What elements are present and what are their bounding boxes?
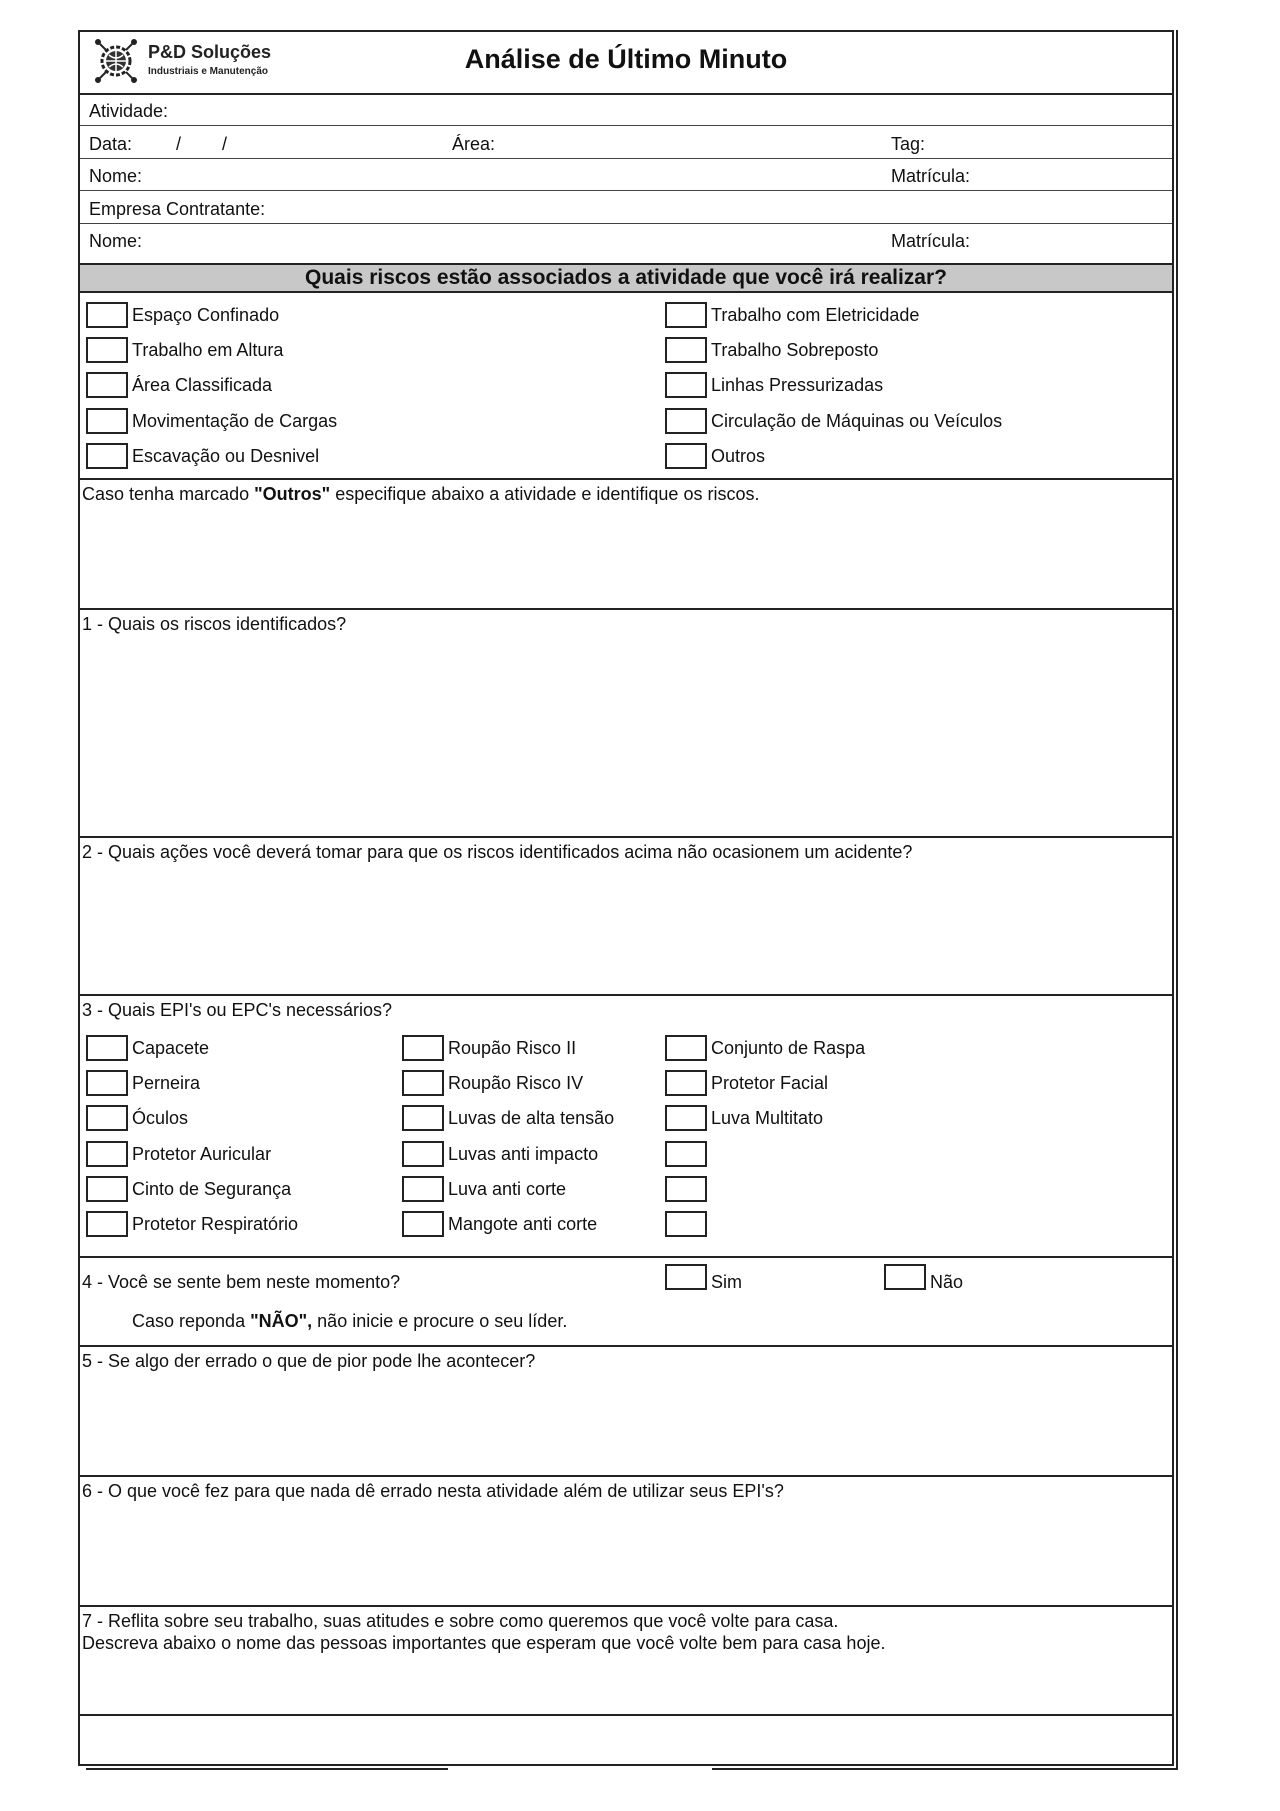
epi-label: Óculos	[132, 1108, 189, 1128]
field-nome-1[interactable]: Nome:	[89, 166, 143, 186]
answer-7-area[interactable]	[80, 1658, 1172, 1712]
risk-label: Movimentação de Cargas	[132, 411, 338, 431]
checkbox[interactable]	[86, 1211, 128, 1237]
question-4: 4 - Você se sente bem neste momento?	[82, 1272, 401, 1292]
logo-name: P&D Soluções	[148, 42, 272, 62]
risk-label: Trabalho com Eletricidade	[711, 305, 920, 325]
epi-label: Mangote anti corte	[448, 1214, 598, 1234]
epi-label: Roupão Risco II	[448, 1038, 577, 1058]
question-6: 6 - O que você fez para que nada dê errado nesta atividade além de utilizar seus EPI's?	[82, 1481, 784, 1501]
checkbox[interactable]	[665, 1105, 707, 1131]
checkbox[interactable]	[86, 372, 128, 398]
field-tag[interactable]: Tag:	[891, 134, 926, 154]
risk-label: Escavação ou Desnivel	[132, 446, 320, 466]
signature-line[interactable]	[712, 1768, 1178, 1770]
checkbox[interactable]	[86, 1141, 128, 1167]
checkbox[interactable]	[402, 1035, 444, 1061]
checkbox[interactable]	[86, 408, 128, 434]
risk-label: Trabalho em Altura	[132, 340, 284, 360]
logo-subtitle: Industriais e Manutenção	[148, 66, 269, 77]
epi-label: Luvas anti impacto	[448, 1144, 599, 1164]
checkbox[interactable]	[665, 1211, 707, 1237]
date-separator: /	[222, 134, 228, 154]
field-matricula-2[interactable]: Matrícula:	[891, 231, 971, 251]
option-label: Não	[930, 1272, 964, 1292]
question-3: 3 - Quais EPI's ou EPC's necessários?	[82, 1000, 393, 1020]
checkbox[interactable]	[402, 1176, 444, 1202]
epi-label: Cinto de Segurança	[132, 1179, 292, 1199]
checkbox[interactable]	[402, 1070, 444, 1096]
question-5: 5 - Se algo der errado o que de pior pode lhe acontecer?	[82, 1351, 536, 1371]
checkbox[interactable]	[665, 372, 707, 398]
checkbox[interactable]	[665, 1035, 707, 1061]
checkbox[interactable]	[402, 1141, 444, 1167]
checkbox[interactable]	[665, 1264, 707, 1290]
epi-label: Conjunto de Raspa	[711, 1038, 866, 1058]
checkbox[interactable]	[665, 443, 707, 469]
checkbox[interactable]	[665, 1176, 707, 1202]
risk-label: Circulação de Máquinas ou Veículos	[711, 411, 1003, 431]
field-empresa[interactable]: Empresa Contratante:	[89, 199, 266, 219]
checkbox[interactable]	[665, 408, 707, 434]
checkbox[interactable]	[86, 1070, 128, 1096]
checkbox[interactable]	[665, 302, 707, 328]
epi-label: Luvas de alta tensão	[448, 1108, 615, 1128]
epi-label: Perneira	[132, 1073, 201, 1093]
outros-answer-area[interactable]	[80, 510, 1172, 606]
date-separator: /	[176, 134, 182, 154]
analysis-form	[78, 30, 1174, 1766]
checkbox[interactable]	[884, 1264, 926, 1290]
field-data[interactable]: Data:	[89, 134, 133, 154]
checkbox[interactable]	[86, 1035, 128, 1061]
epi-label: Protetor Facial	[711, 1073, 829, 1093]
epi-label: Protetor Respiratório	[132, 1214, 299, 1234]
risk-label: Outros	[711, 446, 766, 466]
option-label: Sim	[711, 1272, 742, 1292]
epi-label: Luva anti corte	[448, 1179, 567, 1199]
risk-label: Linhas Pressurizadas	[711, 375, 884, 395]
epi-label: Roupão Risco IV	[448, 1073, 584, 1093]
question-7-line2: Descreva abaixo o nome das pessoas importantes que esperam que você volte bem para casa hoje.	[82, 1633, 886, 1653]
answer-5-area[interactable]	[80, 1377, 1172, 1473]
answer-6-area[interactable]	[80, 1507, 1172, 1603]
checkbox[interactable]	[86, 1105, 128, 1131]
checkbox[interactable]	[86, 337, 128, 363]
page-title: Análise de Último Minuto	[464, 44, 788, 74]
risk-label: Espaço Confinado	[132, 305, 280, 325]
risk-label: Área Classificada	[132, 375, 273, 395]
checkbox[interactable]	[665, 1141, 707, 1167]
epi-label: Capacete	[132, 1038, 210, 1058]
q4-note: Caso reponda "NÃO", não inicie e procure o seu líder.	[132, 1311, 568, 1331]
question-7-line1: 7 - Reflita sobre seu trabalho, suas atitudes e sobre como queremos que você volte para casa.	[82, 1611, 839, 1631]
checkbox[interactable]	[402, 1105, 444, 1131]
checkbox[interactable]	[86, 443, 128, 469]
field-nome-2[interactable]: Nome:	[89, 231, 143, 251]
risk-label: Trabalho Sobreposto	[711, 340, 879, 360]
checkbox[interactable]	[86, 302, 128, 328]
checkbox[interactable]	[86, 1176, 128, 1202]
signature-line[interactable]	[86, 1768, 448, 1770]
checkbox[interactable]	[665, 1070, 707, 1096]
epi-label: Luva Multitato	[711, 1108, 824, 1128]
question-2: 2 - Quais ações você deverá tomar para que os riscos identificados acima não ocasionem um acidente?	[82, 842, 913, 862]
risks-heading: Quais riscos estão associados a atividade que você irá realizar?	[80, 263, 1172, 293]
field-area[interactable]: Área:	[452, 134, 496, 154]
outros-note: Caso tenha marcado "Outros" especifique abaixo a atividade e identifique os riscos.	[82, 484, 760, 504]
field-atividade[interactable]: Atividade:	[89, 101, 169, 121]
checkbox[interactable]	[665, 337, 707, 363]
field-matricula-1[interactable]: Matrícula:	[891, 166, 971, 186]
answer-2-area[interactable]	[80, 868, 1172, 992]
checkbox[interactable]	[402, 1211, 444, 1237]
question-1: 1 - Quais os riscos identificados?	[82, 614, 347, 634]
answer-1-area[interactable]	[80, 640, 1172, 834]
epi-label: Protetor Auricular	[132, 1144, 272, 1164]
